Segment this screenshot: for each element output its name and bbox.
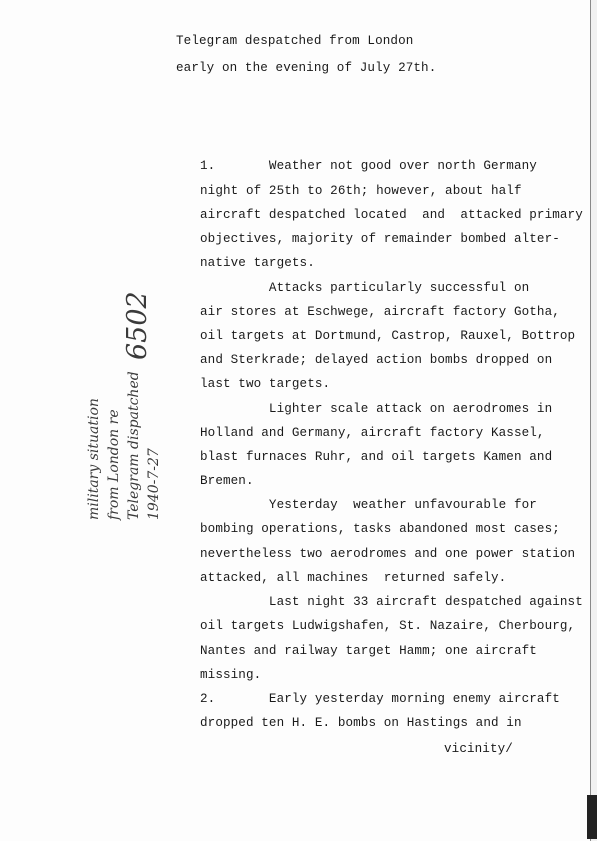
body-line: last two targets. xyxy=(200,377,331,391)
margin-annotation-line: 1940-7-27 xyxy=(146,448,162,520)
body-line: blast furnaces Ruhr, and oil targets Kamen and xyxy=(200,450,553,464)
body-line: Bremen. xyxy=(200,474,254,488)
scan-edge-shadow xyxy=(591,0,597,841)
body-line: Holland and Germany, aircraft factory Kassel, xyxy=(200,426,545,440)
scan-edge-line xyxy=(590,0,591,841)
body-line: Nantes and railway target Hamm; one aircraft xyxy=(200,644,537,658)
body-line: attacked, all machines returned safely. xyxy=(200,571,507,585)
body-line: objectives, majority of remainder bombed alter- xyxy=(200,232,560,246)
body-line: aircraft despatched located and attacked primary xyxy=(200,208,583,222)
body-line: oil targets Ludwigshafen, St. Nazaire, Cherbourg, xyxy=(200,619,576,633)
body-line: Last night 33 aircraft despatched against xyxy=(200,595,583,609)
body-line: and Sterkrade; delayed action bombs dropped on xyxy=(200,353,553,367)
scan-edge-mark xyxy=(587,795,597,839)
margin-annotation-line: Telegram dispatched xyxy=(126,371,142,520)
body-line: 2. Early yesterday morning enemy aircraft xyxy=(200,692,560,706)
margin-annotation-line: from London re xyxy=(106,409,122,520)
margin-annotation-number: 6502 xyxy=(122,291,153,360)
header-line-2: early on the evening of July 27th. xyxy=(176,61,437,75)
body-line: bombing operations, tasks abandoned most cases; xyxy=(200,522,560,536)
body-line: oil targets at Dortmund, Castrop, Rauxel, Bottrop xyxy=(200,329,576,343)
margin-annotation-line: military situation xyxy=(86,398,102,520)
body-line: 1. Weather not good over north Germany xyxy=(200,159,537,173)
body-line: Lighter scale attack on aerodromes in xyxy=(200,402,553,416)
body-line: night of 25th to 26th; however, about half xyxy=(200,184,522,198)
catchword: vicinity/ xyxy=(444,742,513,756)
header-line-1: Telegram despatched from London xyxy=(176,34,414,48)
body-line: Attacks particularly successful on xyxy=(200,281,530,295)
body-line: dropped ten H. E. bombs on Hastings and in xyxy=(200,716,522,730)
body-line: air stores at Eschwege, aircraft factory Gotha, xyxy=(200,305,560,319)
body-line: nevertheless two aerodromes and one power station xyxy=(200,547,576,561)
body-line: Yesterday weather unfavourable for xyxy=(200,498,537,512)
body-line: native targets. xyxy=(200,256,315,270)
body-line: missing. xyxy=(200,668,262,682)
